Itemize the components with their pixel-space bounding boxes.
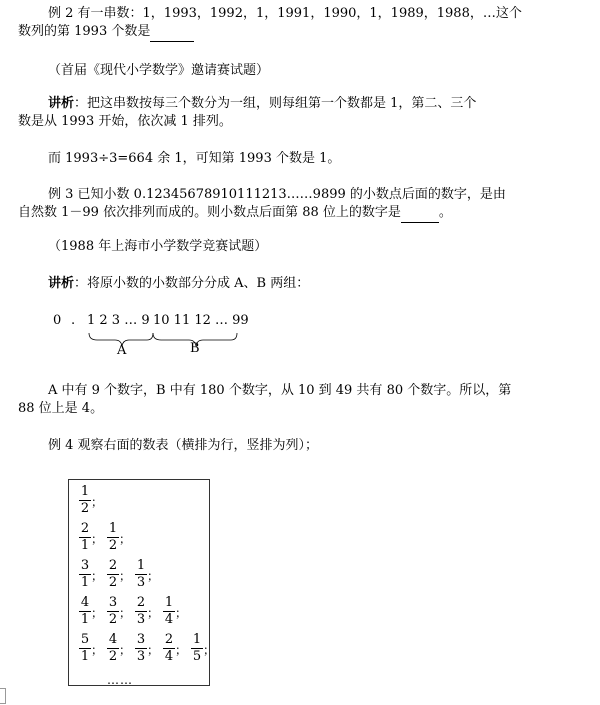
denominator: 2 xyxy=(108,538,118,553)
denominator: 2 xyxy=(108,612,118,627)
margin-marker xyxy=(0,688,6,704)
denominator: 2 xyxy=(108,649,118,664)
separator: ； xyxy=(147,569,160,583)
numerator: 2 xyxy=(136,595,146,610)
numerator: 1 xyxy=(192,632,202,647)
denominator: 1 xyxy=(80,649,90,664)
denominator: 2 xyxy=(80,501,90,516)
answer-blank xyxy=(401,204,439,223)
grouping-braces xyxy=(47,329,247,369)
analysis-label: 讲析 xyxy=(48,276,75,291)
fraction-cell xyxy=(79,558,91,590)
numerator: 1 xyxy=(136,558,146,573)
example2-line1: 例 2 有一串数：1，1993，1992，1，1991，1990，1，1989，1988，…这个 xyxy=(48,6,522,21)
numerator: 2 xyxy=(80,521,90,536)
example3-analysis xyxy=(48,275,309,293)
fraction-cell xyxy=(163,595,175,627)
separator: ； xyxy=(91,643,104,657)
denominator: 3 xyxy=(136,649,146,664)
denominator: 1 xyxy=(80,538,90,553)
example2-source: （首届《现代小学数学》邀请赛试题） xyxy=(48,63,270,78)
separator: ； xyxy=(91,569,104,583)
example2-line2 xyxy=(18,23,194,42)
group-a-label: A xyxy=(117,343,127,358)
fraction-cell xyxy=(79,521,91,553)
numerator: 4 xyxy=(108,632,118,647)
example2-question: 数列的第 1993 个数是 xyxy=(18,24,151,39)
separator: ； xyxy=(203,643,216,657)
numerator: 3 xyxy=(108,595,118,610)
fraction-cell xyxy=(135,632,147,664)
separator: ； xyxy=(91,495,104,509)
separator: ； xyxy=(91,532,104,546)
decimal-zero: 0 xyxy=(53,313,62,328)
analysis-text: ：把这串数按每三个数分为一组，则每组第一个数都是 1，第二、三个 xyxy=(74,96,477,111)
fraction-cell xyxy=(79,595,91,627)
fraction-cell xyxy=(107,521,119,553)
separator: ； xyxy=(119,606,132,620)
numerator: 2 xyxy=(108,558,118,573)
fraction-cell xyxy=(135,558,147,590)
fraction-cell xyxy=(107,558,119,590)
group-b-label: B xyxy=(190,341,200,356)
example2-analysis-line2: 数是从 1993 开始，依次减 1 排列。 xyxy=(18,114,232,129)
numerator: 3 xyxy=(136,632,146,647)
fraction-cell xyxy=(107,632,119,664)
example3-line1: 例 3 已知小数 0.12345678910111213……9899 的小数点后面的数字，是由 xyxy=(48,187,506,202)
example2-answer: 而 1993÷3=664 余 1，可知第 1993 个数是 1。 xyxy=(48,151,341,166)
separator: ； xyxy=(175,606,188,620)
numerator: 3 xyxy=(80,558,90,573)
fraction-table xyxy=(68,479,216,687)
separator: ； xyxy=(91,606,104,620)
example2-analysis-line1 xyxy=(48,95,476,113)
example3-answer-line1: A 中有 9 个数字，B 中有 180 个数字，从 10 到 49 共有 80 个数字。所以，第 xyxy=(48,383,512,398)
decimal-point: . xyxy=(71,313,76,328)
denominator: 5 xyxy=(192,649,202,664)
separator: ； xyxy=(119,532,132,546)
numerator: 2 xyxy=(164,632,174,647)
numerator: 5 xyxy=(80,632,90,647)
group-a-digits: 1 2 3 … 9 xyxy=(87,313,150,328)
separator: ； xyxy=(175,643,188,657)
denominator: 2 xyxy=(108,575,118,590)
answer-blank xyxy=(150,23,194,42)
analysis-text: ：将原小数的小数部分分成 A、B 两组： xyxy=(74,276,310,291)
example3-source: （1988 年上海市小学数学竞赛试题） xyxy=(48,239,268,254)
example3-question: 自然数 1－99 依次排列而成的。则小数点后面第 88 位上的数字是 xyxy=(18,205,401,220)
separator: ； xyxy=(119,643,132,657)
denominator: 4 xyxy=(164,612,174,627)
fraction-cell xyxy=(191,632,203,664)
example3-answer-line2: 88 位上是 4。 xyxy=(18,401,104,416)
table-continuation: …… xyxy=(107,673,133,687)
denominator: 3 xyxy=(136,612,146,627)
separator: ； xyxy=(119,569,132,583)
denominator: 4 xyxy=(164,649,174,664)
numerator: 1 xyxy=(164,595,174,610)
example4-line1: 例 4 观察右面的数表（横排为行，竖排为列）； xyxy=(48,438,319,453)
numerator: 4 xyxy=(80,595,90,610)
fraction-cell xyxy=(79,632,91,664)
separator: ； xyxy=(147,606,160,620)
example3-period: 。 xyxy=(438,205,452,220)
fraction-cell xyxy=(163,632,175,664)
analysis-label: 讲析 xyxy=(48,96,75,111)
fraction-cell xyxy=(107,595,119,627)
numerator: 1 xyxy=(108,521,118,536)
denominator: 3 xyxy=(136,575,146,590)
denominator: 1 xyxy=(80,612,90,627)
denominator: 1 xyxy=(80,575,90,590)
fraction-cell xyxy=(135,595,147,627)
group-b-digits: 10 11 12 … 99 xyxy=(153,313,249,328)
fraction-cell xyxy=(79,484,91,516)
separator: ； xyxy=(147,643,160,657)
numerator: 1 xyxy=(80,484,90,499)
example3-line2 xyxy=(18,204,452,223)
